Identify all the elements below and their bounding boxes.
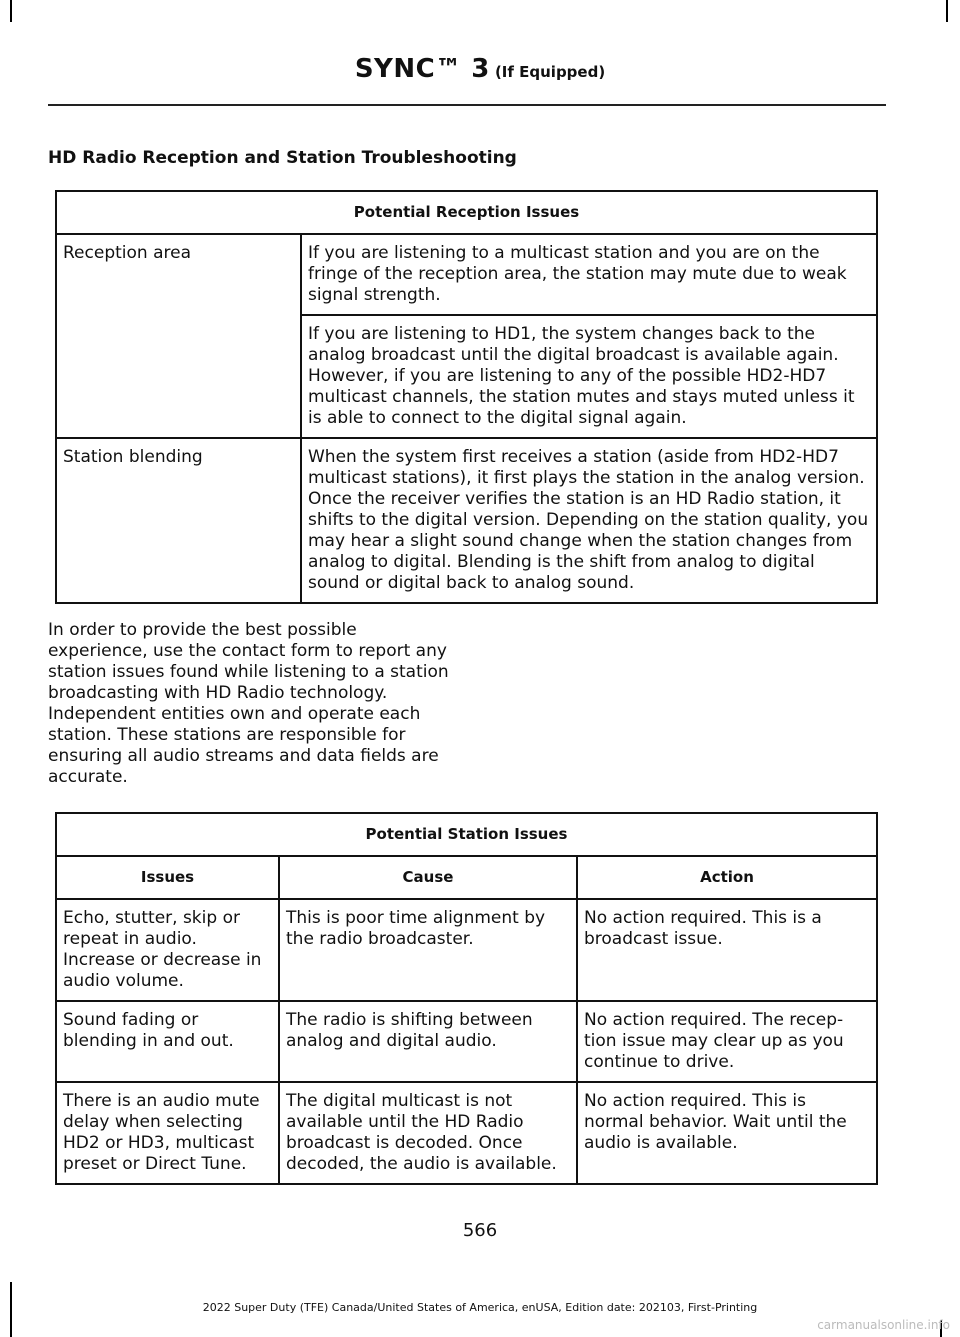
detail-cell: If you are listening to a multicast station and you are on the fringe of the reception area, the station may mute due to weak signal strength. [301,234,877,315]
column-header-issues: Issues [56,856,279,899]
column-header-action: Action [577,856,877,899]
table-header-row [56,856,877,899]
page-number: 566 [462,1220,498,1241]
cause-cell: The radio is shifting between analog and digital audio. [279,1001,577,1082]
table-row [56,1001,877,1082]
issue-cell: Reception area [56,234,301,438]
table-row [56,234,877,315]
issue-cell: Echo, stutter, skip or repeat in audio. Increase or decrease in audio volume. [56,899,279,1001]
table-row [56,899,877,1001]
page-header [0,54,960,84]
watermark: carmanualsonline.info [817,1318,950,1332]
action-cell: No action required. This is a broadcast issue. [577,899,877,1001]
footer-text: 2022 Super Duty (TFE) Canada/United States of America, enUSA, Edition date: 202103, First-Printing [202,1301,758,1314]
cause-cell: This is poor time alignment by the radio broadcaster. [279,899,577,1001]
column-header-cause: Cause [279,856,577,899]
action-cell: No action required. This is normal behavior. Wait until the audio is available. [577,1082,877,1184]
station-table-caption: Potential Station Issues [56,813,877,856]
issue-cell: There is an audio mute delay when selecting HD2 or HD3, multicast preset or Direct Tune. [56,1082,279,1184]
issue-cell: Sound fading or blending in and out. [56,1001,279,1082]
header-rule [48,104,886,106]
body-paragraph: In order to provide the best possible experience, use the contact form to report any station issues found while listening to a station broadcasting with HD Radio technology. Independent entities own and operate each station. These stations are responsible for ensuring all audio streams and data fields are accurate. [48,620,449,787]
reception-issues-table [55,190,878,604]
station-issues-table [55,812,878,1185]
crop-mark-top-right [946,0,948,22]
action-cell: No action required. The recep-tion issue may clear up as you continue to drive. [577,1001,877,1082]
detail-cell: If you are listening to HD1, the system changes back to the analog broadcast until the digital broadcast is available again. However, if you are listening to any of the possible HD2-HD7 multicast channels, the station mutes and stays muted unless it is able to connect to the digital signal again. [301,315,877,438]
header-title: SYNC™ 3 [354,54,490,84]
issue-cell: Station blending [56,438,301,603]
reception-table-caption: Potential Reception Issues [56,191,877,234]
table-row [56,438,877,603]
detail-cell: When the system first receives a station (aside from HD2-HD7 multicast stations), it first plays the station in the analog version. Once the receiver verifies the station is an HD Radio station, it shifts to the digital version. Depending on the station quality, you may hear a slight sound change when the station changes from analog to digital. Blending is the shift from analog to digital sound or digital back to analog sound. [301,438,877,603]
cause-cell: The digital multicast is not available until the HD Radio broadcast is decoded. Once decoded, the audio is available. [279,1082,577,1184]
section-title: HD Radio Reception and Station Troubleshooting [48,148,517,168]
table-row [56,1082,877,1184]
crop-mark-top-left [10,0,12,22]
header-subtitle: (If Equipped) [494,63,606,81]
